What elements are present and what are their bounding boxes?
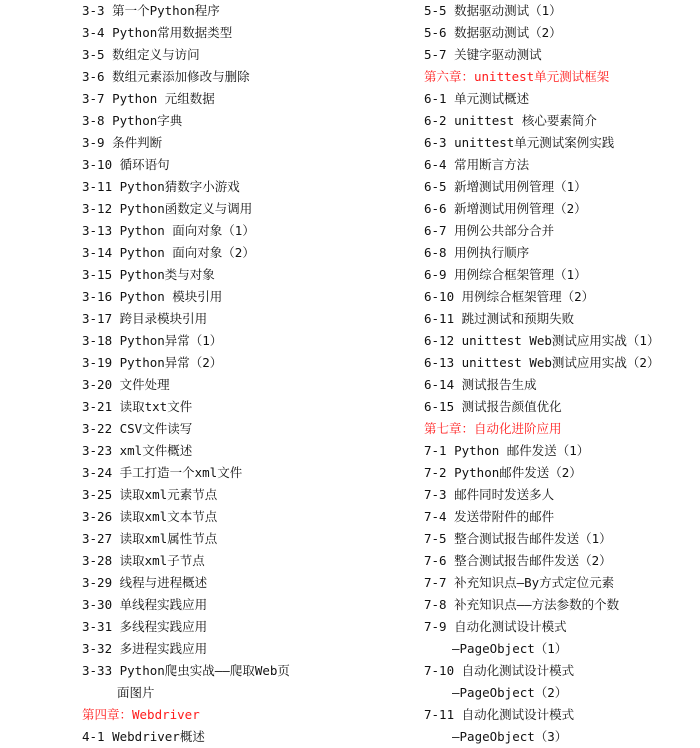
toc-item: 3-17 跨目录模块引用	[82, 311, 208, 326]
toc-item: 3-30 单线程实践应用	[82, 597, 208, 612]
toc-item: 3-16 Python 模块引用	[82, 289, 223, 304]
toc-item: 6-2 unittest 核心要素简介	[424, 113, 597, 128]
toc-item: 5-5 数据驱动测试（1）	[424, 3, 562, 18]
chapter-heading: 第四章：Webdriver	[82, 707, 200, 722]
toc-item: 5-7 关键字驱动测试	[424, 47, 542, 62]
left-toc-column	[82, 0, 372, 748]
toc-item-continuation: 面图片	[117, 685, 155, 700]
toc-item: 3-4 Python常用数据类型	[82, 25, 233, 40]
toc-item: 6-9 用例综合框架管理（1）	[424, 267, 587, 282]
toc-item: 3-8 Python字典	[82, 113, 183, 128]
toc-item: 6-4 常用断言方法	[424, 157, 530, 172]
toc-item: 6-14 测试报告生成	[424, 377, 537, 392]
toc-item: 7-1 Python 邮件发送（1）	[424, 443, 590, 458]
toc-item-continuation: —PageObject（1）	[452, 641, 568, 656]
toc-item: 3-9 条件判断	[82, 135, 163, 150]
toc-item: 6-6 新增测试用例管理（2）	[424, 201, 587, 216]
toc-item: 3-32 多进程实践应用	[82, 641, 208, 656]
toc-item: 6-1 单元测试概述	[424, 91, 530, 106]
toc-item: 3-31 多线程实践应用	[82, 619, 208, 634]
toc-item: 6-7 用例公共部分合并	[424, 223, 555, 238]
toc-item: 6-13 unittest Web测试应用实战（2）	[424, 355, 660, 370]
toc-item: 3-33 Python爬虫实战——爬取Web页	[82, 663, 290, 678]
toc-item: 3-26 读取xml文本节点	[82, 509, 218, 524]
toc-item: 3-19 Python异常（2）	[82, 355, 223, 370]
toc-item: 3-14 Python 面向对象（2）	[82, 245, 255, 260]
toc-item: 6-5 新增测试用例管理（1）	[424, 179, 587, 194]
toc-item: 3-27 读取xml属性节点	[82, 531, 218, 546]
toc-item: 3-21 读取txt文件	[82, 399, 193, 414]
toc-item: 3-6 数组元素添加修改与删除	[82, 69, 250, 84]
toc-item: 3-15 Python类与对象	[82, 267, 215, 282]
toc-item-continuation: —PageObject（3）	[452, 729, 568, 744]
toc-item: 7-2 Python邮件发送（2）	[424, 465, 582, 480]
toc-item: 6-12 unittest Web测试应用实战（1）	[424, 333, 660, 348]
toc-item: 7-4 发送带附件的邮件	[424, 509, 555, 524]
toc-item: 3-20 文件处理	[82, 377, 170, 392]
toc-item: 6-15 测试报告颜值优化	[424, 399, 562, 414]
toc-item: 4-1 Webdriver概述	[82, 729, 205, 744]
toc-item: 3-10 循环语句	[82, 157, 170, 172]
toc-item: 7-8 补充知识点——方法参数的个数	[424, 597, 620, 612]
toc-item: 7-5 整合测试报告邮件发送（1）	[424, 531, 612, 546]
toc-item: 3-22 CSV文件读写	[82, 421, 193, 436]
toc-item: 3-13 Python 面向对象（1）	[82, 223, 255, 238]
toc-item: 3-25 读取xml元素节点	[82, 487, 218, 502]
toc-item: 6-8 用例执行顺序	[424, 245, 530, 260]
right-toc-column	[424, 0, 696, 748]
toc-item: 3-11 Python猜数字小游戏	[82, 179, 240, 194]
toc-item: 3-7 Python 元组数据	[82, 91, 215, 106]
toc-item: 3-3 第一个Python程序	[82, 3, 220, 18]
toc-item: 7-11 自动化测试设计模式	[424, 707, 575, 722]
toc-item: 7-10 自动化测试设计模式	[424, 663, 575, 678]
toc-item: 3-5 数组定义与访问	[82, 47, 200, 62]
toc-item: 3-24 手工打造一个xml文件	[82, 465, 243, 480]
toc-item: 3-23 xml文件概述	[82, 443, 193, 458]
toc-item: 7-9 自动化测试设计模式	[424, 619, 567, 634]
toc-item: 6-10 用例综合框架管理（2）	[424, 289, 595, 304]
toc-item: 3-18 Python异常（1）	[82, 333, 223, 348]
toc-item: 6-11 跳过测试和预期失败	[424, 311, 575, 326]
chapter-heading: 第七章：自动化进阶应用	[424, 421, 562, 436]
toc-item: 7-6 整合测试报告邮件发送（2）	[424, 553, 612, 568]
toc-item: 3-28 读取xml子节点	[82, 553, 205, 568]
toc-item: 3-12 Python函数定义与调用	[82, 201, 253, 216]
toc-item: 3-29 线程与进程概述	[82, 575, 208, 590]
toc-item: 6-3 unittest单元测试案例实践	[424, 135, 615, 150]
toc-item: 7-7 补充知识点—By方式定位元素	[424, 575, 615, 590]
toc-item: 5-6 数据驱动测试（2）	[424, 25, 562, 40]
chapter-heading: 第六章：unittest单元测试框架	[424, 69, 610, 84]
toc-item: 7-3 邮件同时发送多人	[424, 487, 555, 502]
toc-item-continuation: —PageObject（2）	[452, 685, 568, 700]
